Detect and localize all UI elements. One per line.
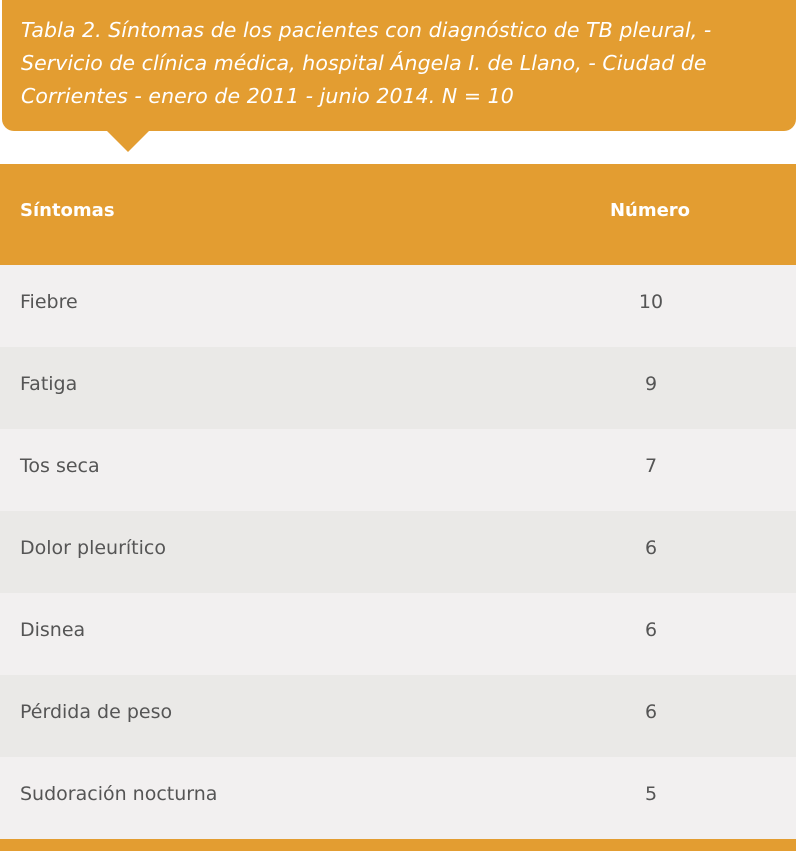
number-cell: 7 — [644, 455, 658, 477]
table-row — [0, 593, 796, 675]
number-cell: 6 — [644, 619, 658, 641]
table-row — [0, 347, 796, 429]
table-row — [0, 675, 796, 757]
header-symptoms: Síntomas — [20, 200, 115, 221]
table-row — [0, 757, 796, 839]
caption-pointer — [107, 131, 149, 152]
symptom-cell: Pérdida de peso — [20, 701, 173, 723]
number-cell: 6 — [644, 537, 658, 559]
table-footer-bar — [0, 839, 796, 851]
number-cell: 9 — [644, 373, 658, 395]
table-caption — [2, 0, 796, 131]
table-row — [0, 265, 796, 347]
table-row — [0, 429, 796, 511]
symptom-cell: Fiebre — [20, 291, 78, 313]
table-header — [0, 164, 796, 265]
symptom-cell: Sudoración nocturna — [20, 783, 218, 805]
symptom-cell: Fatiga — [20, 373, 78, 395]
caption-text: Tabla 2. Síntomas de los pacientes con diagnóstico de TB pleural, - Servicio de clínica médica, hospital Ángela I. de Llano, - Ciudad de Corrientes - enero de 2011 - junio 2014. N = 10 — [21, 18, 712, 108]
symptom-cell: Dolor pleurítico — [20, 537, 166, 559]
number-cell: 5 — [644, 783, 658, 805]
symptom-cell: Disnea — [20, 619, 86, 641]
symptoms-table — [0, 164, 796, 851]
header-number: Número — [609, 200, 691, 221]
number-cell: 6 — [644, 701, 658, 723]
number-cell: 10 — [638, 291, 664, 313]
symptom-cell: Tos seca — [20, 455, 100, 477]
table-row — [0, 511, 796, 593]
